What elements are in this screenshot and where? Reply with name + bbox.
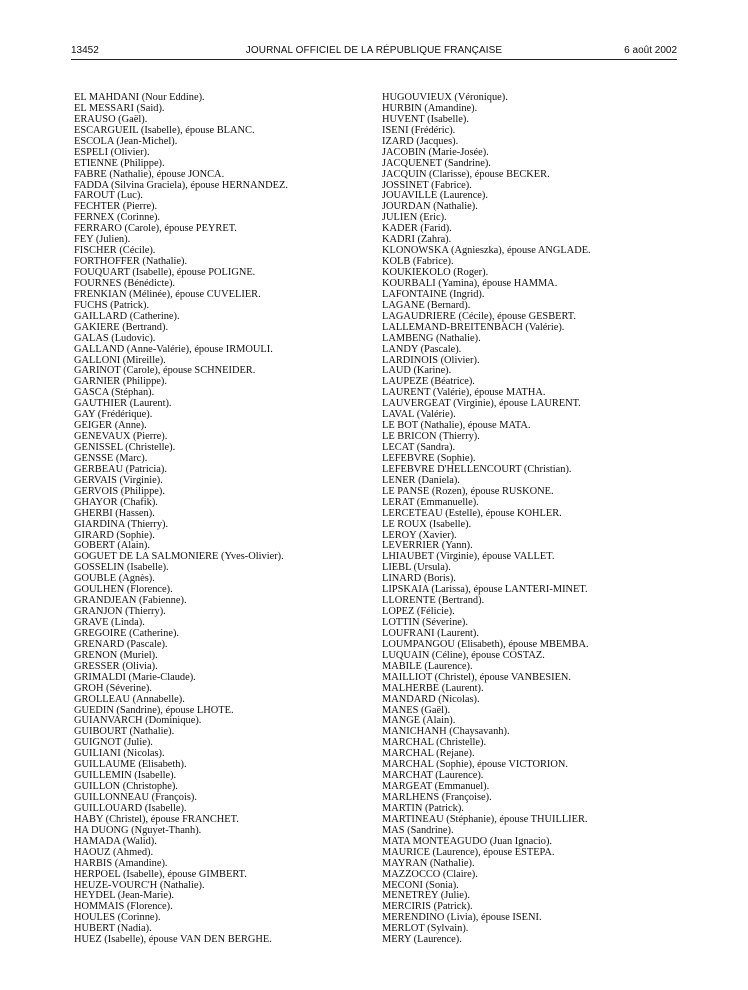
name-entry: GUILLOUARD (Isabelle). — [74, 802, 187, 814]
name-entry: GIARDINA (Thierry). — [74, 518, 169, 530]
name-entry: GRESSER (Olivia). — [74, 660, 158, 672]
name-entry: LAURENT (Valérie), épouse MATHA. — [382, 387, 546, 399]
name-entry: GHAYOR (Chafik). — [74, 496, 158, 508]
name-entry: KADER (Farid). — [382, 223, 452, 235]
name-entry: HUEZ (Isabelle), épouse VAN DEN BERGHE. — [74, 934, 272, 946]
name-entry: ERAUSO (Gaël). — [74, 113, 148, 125]
name-entry: GAKIERE (Bertrand). — [74, 321, 169, 333]
name-entry: GUILLAUME (Elisabeth). — [74, 759, 187, 771]
name-entry: MARCHAL (Christelle). — [382, 737, 487, 749]
name-entry: FECHTER (Pierre). — [74, 201, 158, 213]
name-entry: MERY (Laurence). — [382, 934, 462, 946]
name-entry: LARDINOIS (Olivier). — [382, 354, 480, 366]
name-entry: LALLEMAND-BREITENBACH (Valérie). — [382, 321, 565, 333]
name-entry: LAVAL (Valérie). — [382, 409, 456, 421]
name-entry: GRANDJEAN (Fabienne). — [74, 595, 187, 607]
name-entry: GARNIER (Philippe). — [74, 376, 167, 388]
name-entry: MERENDINO (Livia), épouse ISENI. — [382, 912, 542, 924]
name-entry: MANES (Gaël). — [382, 704, 451, 716]
name-entry: MABILE (Laurence). — [382, 660, 473, 672]
name-entry: GUILIANI (Nicolas). — [74, 748, 165, 760]
name-entry: MARLHENS (Françoise). — [382, 792, 492, 803]
name-entry: GUIGNOT (Julie). — [74, 737, 153, 749]
name-entry: FERNEX (Corinne). — [74, 212, 161, 224]
name-list-right-column — [382, 93, 591, 946]
name-entry: JOURDAN (Nathalie). — [382, 201, 478, 213]
name-entry: GAILLARD (Catherine). — [74, 310, 180, 322]
name-entry: MERLOT (Sylvain). — [382, 923, 469, 935]
name-entry: LUQUAIN (Céline), épouse COSTAZ. — [382, 649, 545, 661]
name-entry: LINARD (Boris). — [382, 573, 456, 585]
name-entry: GROLLEAU (Annabelle). — [74, 693, 185, 705]
name-entry: HA DUONG (Nguyet-Thanh). — [74, 824, 202, 836]
name-entry: HURBIN (Amandine). — [382, 102, 478, 114]
name-entry: KADRI (Zahra). — [382, 234, 452, 246]
name-entry: GOBERT (Alain). — [74, 540, 150, 552]
name-entry: HEUZE-VOURC'H (Nathalie). — [74, 879, 205, 891]
name-entry: IZARD (Jacques). — [382, 135, 459, 147]
name-entry: MARCHAL (Sophie), épouse VICTORION. — [382, 759, 568, 771]
issue-date: 6 août 2002 — [624, 45, 677, 56]
name-entry: GRENARD (Pascale). — [74, 638, 168, 650]
name-entry: FOURNES (Bénédicte). — [74, 277, 176, 289]
name-entry: HOULES (Corinne). — [74, 912, 161, 924]
name-entry: GOULHEN (Florence). — [74, 584, 173, 596]
name-entry: EL MESSARI (Said). — [74, 102, 165, 114]
page-number: 13452 — [71, 45, 99, 56]
name-entry: GUEDIN (Sandrine), épouse LHOTE. — [74, 704, 234, 716]
name-entry: GOUBLE (Agnès). — [74, 573, 155, 585]
name-entry: LERCETEAU (Estelle), épouse KOHLER. — [382, 507, 562, 519]
name-entry: MAZZOCCO (Claire). — [382, 868, 478, 880]
name-entry: ESPELI (Olivier). — [74, 146, 150, 158]
name-entry: HUGOUVIEUX (Véronique). — [382, 92, 508, 103]
name-entry: JOSSINET (Fabrice). — [382, 179, 472, 191]
name-entry: MALHERBE (Laurent). — [382, 682, 484, 694]
name-entry: MARCHAT (Laurence). — [382, 770, 484, 782]
name-entry: KOUKIEKOLO (Roger). — [382, 267, 489, 278]
name-entry: LEFEBVRE (Sophie). — [382, 452, 476, 464]
name-entry: GENISSEL (Christelle). — [74, 442, 176, 453]
name-entry: LANDY (Pascale). — [382, 343, 462, 355]
header-divider — [71, 59, 677, 60]
name-entry: FISCHER (Cécile). — [74, 245, 156, 257]
name-entry: MARTIN (Patrick). — [382, 802, 464, 814]
name-entry: MAURICE (Laurence), épouse ESTEPA. — [382, 846, 555, 858]
name-entry: MAILLIOT (Christel), épouse VANBESIEN. — [382, 671, 572, 683]
name-entry: MARTINEAU (Stéphanie), épouse THUILLIER. — [382, 813, 588, 825]
name-entry: GRENON (Muriel). — [74, 649, 158, 661]
name-entry: ESCOLA (Jean-Michel). — [74, 135, 178, 147]
name-entry: MARGEAT (Emmanuel). — [382, 781, 490, 793]
name-entry: GENEVAUX (Pierre). — [74, 431, 168, 443]
name-entry: FOUQUART (Isabelle), épouse POLIGNE. — [74, 267, 256, 278]
name-entry: FEY (Julien). — [74, 234, 131, 246]
name-entry: LOUFRANI (Laurent). — [382, 627, 479, 639]
name-entry: GASCA (Stéphan). — [74, 387, 155, 399]
name-entry: MENETREY (Julie). — [382, 890, 470, 902]
name-entry: LIPSKAIA (Larissa), épouse LANTERI-MINET. — [382, 584, 588, 596]
name-entry: GERVAIS (Virginie). — [74, 474, 163, 486]
name-entry: GEIGER (Anne). — [74, 420, 147, 432]
name-entry: LLORENTE (Bertrand). — [382, 595, 485, 607]
name-entry: FADDA (Silvina Graciela), épouse HERNANDEZ. — [74, 179, 288, 191]
name-entry: MECONI (Sonia). — [382, 879, 459, 891]
name-entry: GRANJON (Thierry). — [74, 606, 166, 618]
name-entry: LAFONTAINE (Ingrid). — [382, 288, 485, 300]
name-entry: MATA MONTEAGUDO (Juan Ignacio). — [382, 835, 553, 847]
name-entry: GAY (Frédérique). — [74, 409, 153, 421]
name-entry: LOTTIN (Séverine). — [382, 617, 468, 628]
name-entry: GERVOIS (Philippe). — [74, 485, 165, 497]
name-entry: LE PANSE (Rozen), épouse RUSKONE. — [382, 485, 554, 497]
name-entry: LOPEZ (Félicie). — [382, 606, 455, 618]
name-entry: LAUPEZE (Béatrice). — [382, 376, 475, 388]
name-entry: MAS (Sandrine). — [382, 824, 454, 836]
name-entry: HAMADA (Walid). — [74, 835, 157, 847]
name-entry: JACQUENET (Sandrine). — [382, 157, 491, 169]
name-entry: GHERBI (Hassen). — [74, 507, 155, 519]
name-entry: HOMMAIS (Florence). — [74, 901, 173, 913]
name-entry: ESCARGUEIL (Isabelle), épouse BLANC. — [74, 124, 255, 136]
name-entry: MERCIRIS (Patrick). — [382, 901, 473, 913]
name-entry: LAUVERGEAT (Virginie), épouse LAURENT. — [382, 398, 581, 410]
name-entry: LOUMPANGOU (Elisabeth), épouse MBEMBA. — [382, 638, 589, 650]
name-entry: LECAT (Sandra). — [382, 442, 456, 453]
name-entry: GRAVE (Linda). — [74, 617, 145, 628]
name-entry: LEROY (Xavier). — [382, 529, 457, 541]
name-entry: MANDARD (Nicolas). — [382, 693, 480, 705]
name-entry: GAUTHIER (Laurent). — [74, 398, 172, 410]
name-entry: HABY (Christel), épouse FRANCHET. — [74, 813, 239, 825]
name-entry: GUIBOURT (Nathalie). — [74, 726, 175, 738]
name-entry: LHIAUBET (Virginie), épouse VALLET. — [382, 551, 555, 563]
name-entry: HERPOEL (Isabelle), épouse GIMBERT. — [74, 868, 247, 880]
name-entry: GROH (Séverine). — [74, 682, 152, 694]
name-entry: HARBIS (Amandine). — [74, 857, 168, 869]
name-entry: GARINOT (Carole), épouse SCHNEIDER. — [74, 365, 256, 377]
name-entry: EL MAHDANI (Nour Eddine). — [74, 92, 205, 103]
name-entry: GALAS (Ludovic). — [74, 332, 156, 344]
name-entry: GUILLEMIN (Isabelle). — [74, 770, 177, 782]
name-entry: LERAT (Emmanuelle). — [382, 496, 479, 508]
name-entry: HUBERT (Nadia). — [74, 923, 152, 935]
name-entry: GOGUET DE LA SALMONIERE (Yves-Olivier). — [74, 551, 284, 563]
name-entry: LEVERRIER (Yann). — [382, 540, 473, 552]
name-entry: LE ROUX (Isabelle). — [382, 518, 472, 530]
name-entry: GOSSELIN (Isabelle). — [74, 562, 169, 574]
name-entry: LAMBENG (Nathalie). — [382, 332, 481, 344]
name-entry: GREGOIRE (Catherine). — [74, 627, 180, 639]
name-entry: JULIEN (Eric). — [382, 212, 447, 224]
name-entry: HAOUZ (Ahmed). — [74, 846, 154, 858]
name-entry: GALLONI (Mireille). — [74, 354, 166, 366]
name-entry: FORTHOFFER (Nathalie). — [74, 256, 188, 268]
name-entry: LE BRICON (Thierry). — [382, 431, 480, 443]
name-entry: GALLAND (Anne-Valérie), épouse IRMOULI. — [74, 343, 273, 355]
name-entry: KOLB (Fabrice). — [382, 256, 454, 268]
name-entry: JOUAVILLE (Laurence). — [382, 190, 488, 202]
name-entry: MANICHANH (Chaysavanh). — [382, 726, 510, 738]
name-entry: GUILLONNEAU (François). — [74, 792, 197, 803]
name-entry: JACQUIN (Clarisse), épouse BECKER. — [382, 168, 550, 180]
name-entry: LENER (Daniela). — [382, 474, 460, 486]
name-entry: LAGAUDRIERE (Cécile), épouse GESBERT. — [382, 310, 576, 322]
name-entry: KLONOWSKA (Agnieszka), épouse ANGLADE. — [382, 245, 591, 257]
name-entry: FERRARO (Carole), épouse PEYRET. — [74, 223, 237, 235]
name-entry: GUILLON (Christophe). — [74, 781, 178, 793]
name-entry: HEYDEL (Jean-Marie). — [74, 890, 175, 902]
name-entry: KOURBALI (Yamina), épouse HAMMA. — [382, 277, 558, 289]
name-entry: FABRE (Nathalie), épouse JONCA. — [74, 168, 225, 180]
name-entry: LAUD (Karine). — [382, 365, 452, 377]
name-entry: FRENKIAN (Mélinée), épouse CUVELIER. — [74, 288, 261, 300]
name-entry: GRIMALDI (Marie-Claude). — [74, 671, 196, 683]
name-entry: MARCHAL (Rejane). — [382, 748, 475, 760]
journal-title: JOURNAL OFFICIEL DE LA RÉPUBLIQUE FRANÇAISE — [245, 45, 503, 56]
name-entry: JACOBIN (Marie-Josée). — [382, 146, 489, 158]
name-entry: HUVENT (Isabelle). — [382, 113, 469, 125]
name-entry: ISENI (Frédéric). — [382, 124, 456, 136]
name-entry: GUIANVARCH (Dominique). — [74, 715, 202, 727]
name-entry: LE BOT (Nathalie), épouse MATA. — [382, 420, 531, 432]
name-entry: GERBEAU (Patricia). — [74, 463, 167, 475]
name-entry: GIRARD (Sophie). — [74, 529, 155, 541]
name-entry: FAROUT (Luc). — [74, 190, 143, 202]
name-entry: LAGANE (Bernard). — [382, 299, 471, 311]
name-entry: MAYRAN (Nathalie). — [382, 857, 475, 869]
name-entry: FUCHS (Patrick). — [74, 299, 150, 311]
name-entry: MANGE (Alain). — [382, 715, 456, 727]
name-entry: GENSSE (Marc). — [74, 452, 148, 464]
name-entry: ETIENNE (Philippe). — [74, 157, 165, 169]
page-header — [71, 44, 677, 58]
name-list-left-column — [74, 93, 288, 946]
name-entry: LIEBL (Ursula). — [382, 562, 451, 574]
name-entry: LEFEBVRE D'HELLENCOURT (Christian). — [382, 463, 572, 475]
